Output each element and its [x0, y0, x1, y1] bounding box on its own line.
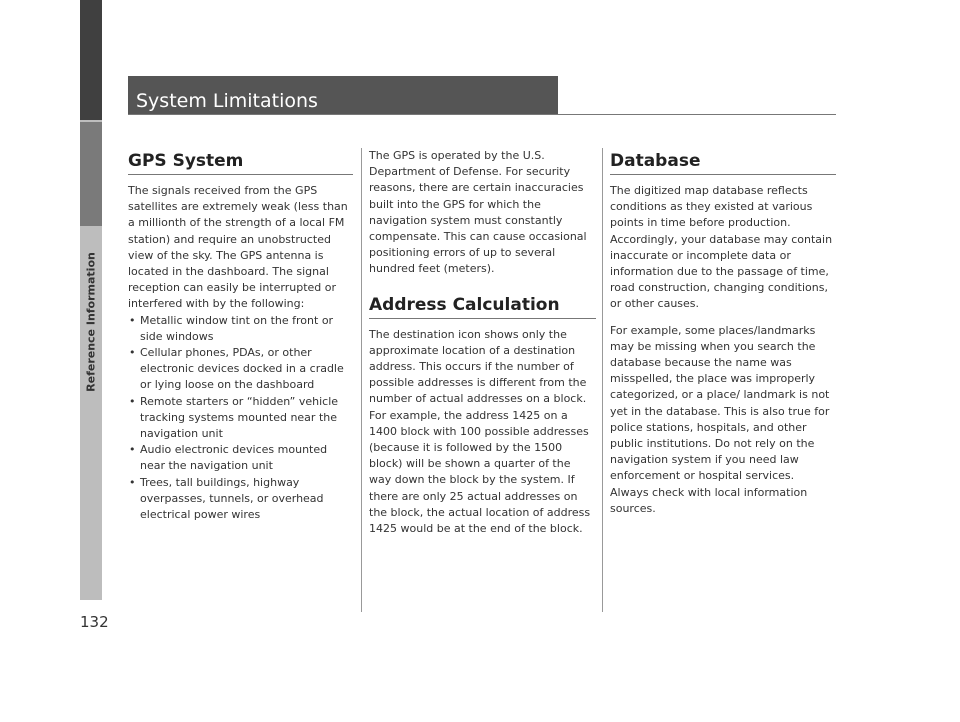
list-item: • Metallic window tint on the front or side windows — [128, 313, 353, 345]
list-item: • Trees, tall buildings, highway overpasses, tunnels, or overhead electrical power wires — [128, 475, 353, 524]
section-rule — [128, 114, 836, 115]
database-para-2: For example, some places/landmarks may be missing when you search the database because the name was misspelled, the place was improperly categorized, or a place/ landmark is not yet in the database. This is also true for police stations, hospitals, and other public institutions. Do not rely on the navigation system if you need law enforcement or hospital services. Always check with local information sources. — [610, 323, 830, 515]
address-heading: Address Calculation — [369, 292, 596, 319]
gps-interference-list — [128, 313, 353, 524]
gps-continued: The GPS is operated by the U.S. Department of Defense. For security reasons, there are certain inaccuracies built into the GPS for which the navigation system must constantly compensate. This can cause occasional positioning errors of up to several hundred feet (meters). — [369, 149, 587, 276]
column-database — [610, 148, 836, 527]
column-gps — [128, 148, 353, 523]
section-title: System Limitations — [128, 76, 558, 114]
page-number: 132 — [80, 613, 109, 631]
gps-heading: GPS System — [128, 148, 353, 175]
column-divider — [602, 148, 603, 612]
list-item: • Audio electronic devices mounted near the navigation unit — [128, 442, 353, 474]
side-tab-segment-mid — [80, 122, 102, 226]
address-body: The destination icon shows only the approximate location of a destination address. This occurs if the number of possible addresses is different from the number of actual addresses on a block. For example, the address 1425 on a 1400 block with 100 possible addresses (because it is followed by the 1500 block) will be shown a quarter of the way down the block by the system. If there are only 25 actual addresses on the block, the actual location of address 1425 would be at the end of the block. — [369, 327, 591, 536]
gps-intro: The signals received from the GPS satellites are extremely weak (less than a millionth of the strength of a local FM station) and require an unobstructed view of the sky. The GPS antenna is located in the dashboard. The signal reception can easily be interrupted or interfered with by the following: — [128, 184, 348, 311]
column-middle — [369, 148, 596, 547]
database-para-1: The digitized map database reflects conditions as they existed at various points in time before production. Accordingly, your database may contain inaccurate or incomplete data or information due to the passage of time, road construction, changing conditions, or other causes. — [610, 184, 833, 311]
list-item: • Remote starters or “hidden” vehicle tracking systems mounted near the navigation unit — [128, 394, 353, 443]
database-heading: Database — [610, 148, 836, 175]
column-divider — [361, 148, 362, 612]
side-tab-label: Reference Information — [84, 252, 98, 392]
list-item: • Cellular phones, PDAs, or other electronic devices docked in a cradle or lying loose on the dashboard — [128, 345, 353, 394]
side-tab-segment-dark — [80, 0, 102, 120]
